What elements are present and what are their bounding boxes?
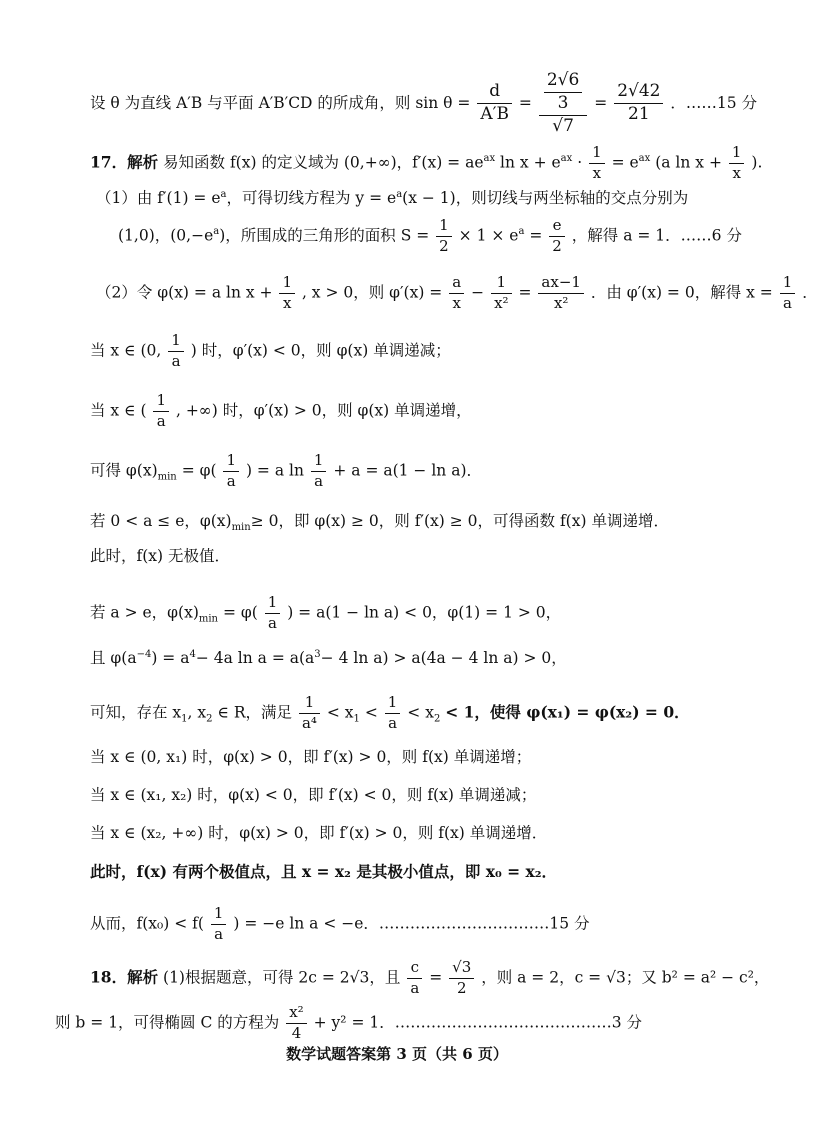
line-13 [90, 695, 690, 732]
fraction-nested [539, 72, 587, 136]
numerator: a [449, 275, 464, 294]
numerator: 1 [491, 275, 511, 294]
numerator: 1 [311, 453, 327, 472]
text: = [529, 226, 543, 245]
numerator: 1 [279, 275, 295, 294]
denominator: a [388, 713, 398, 732]
text: 易知函数 f(x) 的定义域为 (0,+∞)，f′(x) = ae [163, 153, 484, 172]
superscript: ax [483, 153, 496, 165]
numerator: ax−1 [538, 275, 584, 294]
text: （1）由 f′(1) = e [96, 189, 221, 208]
inner-denominator: 3 [557, 92, 569, 113]
numerator: 1 [385, 695, 401, 714]
text: 若 a > e，φ(x) [90, 603, 199, 622]
denominator: 4 [291, 1023, 302, 1042]
text: ) = a [151, 649, 190, 668]
text: 此时，f(x) 有两个极值点，且 x = x₂ 是其极小值点，即 x₀ = x₂． [90, 862, 558, 881]
numerator: 1 [729, 145, 745, 164]
fraction-result [614, 83, 663, 124]
text: (1,0)，(0,−e [118, 226, 214, 245]
score-text: + y² = 1．……………………………………3 分 [313, 1013, 643, 1032]
numerator: 1 [299, 695, 320, 714]
numerator: d [477, 83, 512, 104]
denominator: 2 [456, 978, 467, 997]
text: < x [326, 703, 354, 722]
text: + a = a(1 − ln a)． [333, 461, 483, 480]
numerator: √3 [449, 960, 474, 979]
text: 当 x ∈ (0, x₁) 时，φ(x) > 0，即 f′(x) > 0，则 f(x) 单调递增； [90, 748, 532, 766]
line-15 [90, 788, 536, 804]
text: ln x + e [500, 153, 561, 172]
fraction [223, 453, 239, 490]
page-footer [0, 1047, 794, 1062]
fraction [589, 145, 605, 182]
line-6 [90, 333, 451, 370]
text: )，所围成的三角形的面积 S = [219, 226, 430, 245]
text: < [364, 703, 378, 722]
fraction [286, 1005, 306, 1042]
denominator: √7 [552, 115, 574, 136]
denominator: 21 [628, 104, 650, 125]
text: = e [611, 153, 639, 172]
denominator: 2 [552, 236, 562, 255]
numerator: 1 [265, 595, 281, 614]
numerator: e [549, 218, 565, 237]
subscript: min [198, 613, 218, 625]
text: 当 x ∈ (0, [90, 341, 162, 360]
numerator: 2√42 [614, 83, 663, 104]
question-heading: 17．解析 [90, 152, 159, 172]
line-7 [90, 393, 472, 430]
question-heading: 18．解析 [90, 967, 159, 987]
text: ，可得切线方程为 y = e [226, 189, 397, 208]
score-text: ．……15 分 [670, 93, 758, 112]
superscript: a [213, 226, 220, 238]
superscript: a [220, 189, 227, 200]
text: × 1 × e [458, 226, 519, 245]
line-16 [90, 826, 547, 842]
denominator: a [314, 471, 324, 490]
numerator: x² [286, 1005, 306, 1024]
text: (1)根据题意，可得 2c = 2√3，且 [163, 968, 401, 987]
subscript: 1 [353, 713, 360, 725]
text: (a ln x + [655, 153, 722, 172]
fraction [211, 906, 227, 943]
text: ． [802, 283, 818, 302]
fraction [491, 275, 511, 312]
text: 当 x ∈ (x₁, x₂) 时，φ(x) < 0，即 f′(x) < 0，则 f(x) 单调递减； [90, 786, 537, 804]
numerator [539, 72, 587, 116]
superscript: ax [560, 153, 573, 165]
superscript: a [518, 226, 525, 238]
line-17 [90, 864, 557, 881]
text: ，则 a = 2，c = √3；又 b² = a² − c²， [481, 968, 770, 987]
fraction [538, 275, 584, 312]
fraction [436, 218, 452, 255]
line-2 [90, 145, 762, 182]
text: （2）令 φ(x) = a ln x + [96, 283, 273, 302]
denominator: a [156, 411, 166, 430]
superscript: 3 [314, 649, 321, 660]
line-1 [90, 72, 757, 136]
denominator: 2 [439, 236, 449, 255]
text: 则 b = 1，可得椭圆 C 的方程为 [55, 1013, 280, 1032]
line-8 [90, 453, 482, 490]
denominator: x² [553, 293, 569, 312]
text: , x [187, 703, 207, 722]
fraction [780, 275, 796, 312]
numerator: 1 [153, 393, 169, 412]
subscript: 2 [206, 713, 213, 725]
fraction [153, 393, 169, 430]
text: 当 x ∈ (x₂, +∞) 时，φ(x) > 0，即 f′(x) > 0，则 f(x) 单调递增． [90, 824, 548, 842]
line-12 [90, 650, 567, 667]
subscript: 1 [181, 713, 188, 725]
line-3 [96, 190, 688, 207]
subscript: min [157, 471, 177, 483]
text: 设 θ 为直线 A′B 与平面 A′B′CD 的所成角，则 sin θ = [90, 93, 471, 112]
inner-fraction [544, 72, 582, 113]
numerator: 1 [211, 906, 227, 925]
subscript: 2 [433, 713, 441, 725]
text: = φ( [222, 603, 258, 622]
text: − [471, 283, 485, 302]
subscript: min [231, 522, 251, 534]
superscript: −4 [136, 649, 152, 660]
equals: = [594, 93, 608, 112]
fraction [311, 453, 327, 490]
text: − 4 ln a) > a(4a − 4 ln a) > 0， [320, 649, 567, 668]
text: ) = a(1 − ln a) < 0，φ(1) = 1 > 0， [287, 603, 562, 622]
text: 从而，f(x₀) < f( [90, 914, 204, 933]
text: , +∞) 时，φ′(x) > 0，则 φ(x) 单调递增， [175, 401, 472, 420]
fraction [265, 595, 281, 632]
line-18 [90, 906, 590, 943]
text: · [577, 153, 583, 172]
fraction [549, 218, 565, 255]
fraction [449, 960, 474, 997]
text: ∈ R，满足 [217, 703, 293, 722]
text: = [429, 968, 443, 987]
denominator: x [282, 293, 292, 312]
text: < x [407, 703, 434, 722]
fraction [168, 333, 184, 370]
line-11 [90, 595, 561, 632]
fraction [729, 145, 745, 182]
score-text: ，解得 a = 1．……6 分 [571, 226, 742, 245]
text: (x − 1)，则切线与两坐标轴的交点分别为 [402, 189, 689, 208]
numerator: c [407, 960, 422, 979]
score-text: ) = −e ln a < −e．……………………………15 分 [233, 914, 590, 933]
footer-text: 数学试题答案第 3 页（共 6 页） [286, 1045, 508, 1063]
text: ). [751, 153, 763, 172]
fraction [449, 275, 464, 312]
denominator: x² [494, 293, 509, 312]
denominator: a [410, 978, 420, 997]
superscript: ax [638, 153, 651, 165]
numerator: 1 [589, 145, 605, 164]
denominator: x [452, 293, 461, 312]
text: 可得 φ(x) [90, 461, 158, 480]
text: ) = a ln [245, 461, 304, 480]
text: 可知，存在 x [90, 703, 182, 722]
denominator: a [226, 471, 236, 490]
equals: = [518, 93, 532, 112]
denominator: a [214, 924, 224, 943]
text: < 1，使得 φ(x₁) = φ(x₂) = 0． [445, 702, 690, 722]
text: = [518, 283, 532, 302]
numerator: 1 [436, 218, 452, 237]
line-19 [90, 960, 769, 997]
denominator: a⁴ [301, 713, 317, 732]
line-4 [118, 218, 742, 255]
text: ) 时，φ′(x) < 0，则 φ(x) 单调递减； [190, 341, 451, 360]
line-5 [96, 275, 818, 312]
text: ≥ 0，即 φ(x) ≥ 0，则 f′(x) ≥ 0，可得函数 f(x) 单调递增． [250, 512, 669, 530]
numerator: 1 [780, 275, 796, 294]
line-20 [55, 1005, 642, 1042]
text: 此时，f(x) 无极值． [90, 547, 231, 565]
line-14 [90, 750, 531, 766]
numerator: 1 [168, 333, 184, 352]
fraction [385, 695, 401, 732]
denominator: a [268, 613, 277, 632]
superscript: a [396, 189, 403, 200]
numerator: 1 [223, 453, 239, 472]
text: 若 0 < a ≤ e，φ(x) [90, 512, 232, 530]
line-9 [90, 514, 669, 533]
text: ．由 φ′(x) = 0，解得 x = [590, 283, 773, 302]
denominator: A′B [480, 104, 509, 125]
denominator: a [783, 293, 792, 312]
inner-numerator: 2√6 [544, 72, 582, 93]
text: 且 φ(a [90, 649, 137, 668]
fraction [279, 275, 295, 312]
denominator: a [171, 351, 181, 370]
superscript: 4 [189, 649, 196, 660]
fraction [299, 695, 320, 732]
fraction [407, 960, 422, 997]
denominator: x [732, 163, 741, 182]
text: 当 x ∈ ( [90, 401, 147, 420]
fraction-d-over-AB [477, 83, 512, 124]
line-10 [90, 549, 230, 565]
text: , x > 0，则 φ′(x) = [301, 283, 443, 302]
text: − 4a ln a = a(a [195, 649, 315, 668]
denominator: x [592, 163, 602, 182]
text: = φ( [181, 461, 217, 480]
